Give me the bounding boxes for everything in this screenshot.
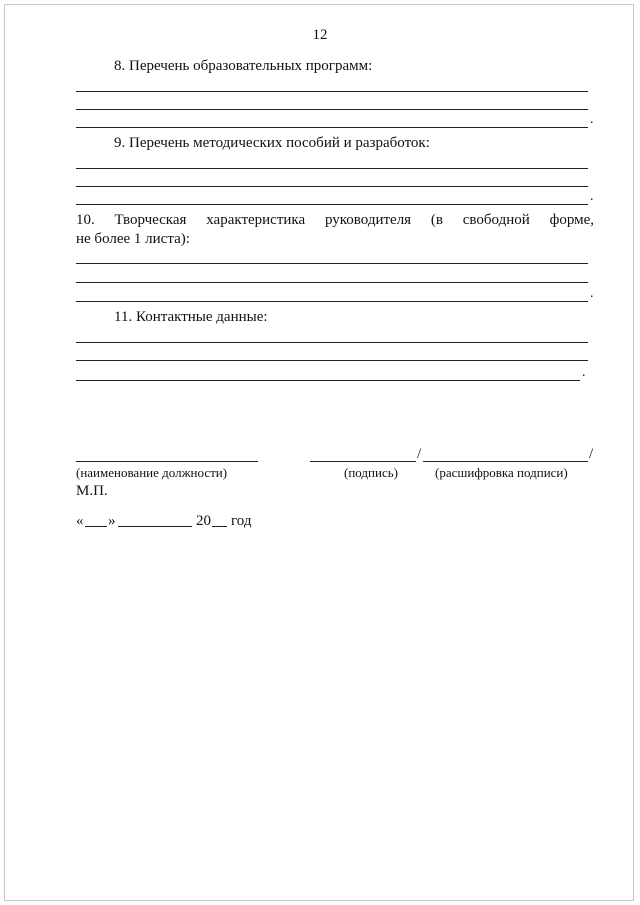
date-year-prefix: 20 <box>196 513 211 529</box>
date-month-fill-line <box>118 526 192 527</box>
section-10-heading-line-1: 10. Творческая характеристика руководителя (в свободной форме, <box>76 212 594 228</box>
date-day-fill-line <box>85 526 107 527</box>
section-10-fill-line-3 <box>76 301 588 302</box>
signature-slash-left: / <box>417 446 422 462</box>
signature-slash-right: / <box>589 446 594 462</box>
section-9-fill-line-2 <box>76 186 588 187</box>
section-11-fill-line-3 <box>76 380 580 381</box>
section-8-fill-line-3 <box>76 127 588 128</box>
section-8-fill-line-1 <box>76 91 588 92</box>
section-10-fill-line-2 <box>76 282 588 283</box>
line-end-period: . <box>590 112 594 127</box>
section-9-fill-line-1 <box>76 168 588 169</box>
transcript-fill-line <box>423 461 588 462</box>
section-11-heading: 11. Контактные данные: <box>114 309 268 325</box>
section-11-fill-line-1 <box>76 342 588 343</box>
transcript-caption: (расшифровка подписи) <box>435 465 568 480</box>
signature-caption: (подпись) <box>344 465 398 480</box>
line-end-period: . <box>590 189 594 204</box>
position-caption: (наименование должности) <box>76 465 228 480</box>
line-end-period: . <box>582 365 586 380</box>
date-close-quote: » <box>108 513 116 529</box>
page-number: 12 <box>312 27 328 43</box>
date-open-quote: « <box>76 513 84 529</box>
section-10-fill-line-1 <box>76 263 588 264</box>
section-9-heading: 9. Перечень методических пособий и разработок: <box>114 135 430 151</box>
section-9-fill-line-3 <box>76 204 588 205</box>
date-year-suffix: год <box>231 513 252 529</box>
stamp-label: М.П. <box>76 483 108 499</box>
section-11-fill-line-2 <box>76 360 588 361</box>
date-year-fill-line <box>212 526 227 527</box>
section-10-heading-line-2: не более 1 листа): <box>76 231 190 247</box>
section-8-heading: 8. Перечень образовательных программ: <box>114 58 373 74</box>
line-end-period: . <box>590 286 594 301</box>
signature-fill-line <box>310 461 416 462</box>
position-fill-line <box>76 461 258 462</box>
section-8-fill-line-2 <box>76 109 588 110</box>
